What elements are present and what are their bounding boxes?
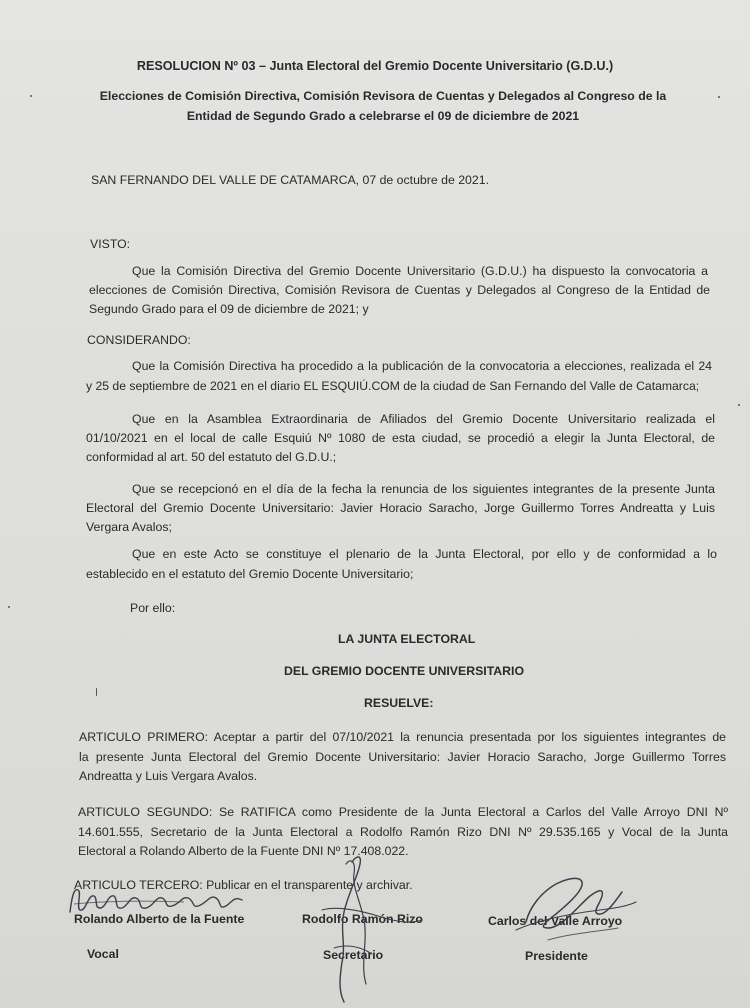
article-line: Electoral a Rolando Alberto de la Fuente DNI Nº 17.408.022. — [78, 844, 409, 858]
handwritten-signature-vocal — [64, 882, 254, 922]
paragraph-line: establecido en el estatuto del Gremio Docente Universitario; — [86, 567, 414, 581]
paragraph-line: Que en este Acto se constituye el plenario de la Junta Electoral, por ello y de conformidad a lo — [132, 547, 717, 561]
paragraph-line: Que se recepcionó en el día de la fecha la renuncia de los siguientes integrantes de la presente Junta — [132, 482, 715, 496]
signer-name-vocal: Rolando Alberto de la Fuente — [74, 912, 245, 926]
signer-name-secretario: Rodolfo Ramón Rizo — [302, 912, 423, 926]
document-subtitle-line: Elecciones de Comisión Directiva, Comisión Revisora de Cuentas y Delegados al Congreso de la — [99, 89, 667, 103]
article-line: ARTICULO PRIMERO: Aceptar a partir del 07/10/2021 la renuncia presentada por los siguientes integrantes de — [79, 730, 726, 744]
paragraph-line: y 25 de septiembre de 2021 en el diario EL ESQUIÚ.COM de la ciudad de San Fernando del Valle de Catamarca; — [86, 379, 700, 393]
article-line: la presente Junta Electoral del Gremio Docente Universitario: Javier Horacio Saracho, Jorge Guillermo Torres — [79, 750, 726, 764]
place-and-date: SAN FERNANDO DEL VALLE DE CATAMARCA, 07 de octubre de 2021. — [91, 173, 489, 187]
paragraph-line: Que la Comisión Directiva ha procedido a la publicación de la convocatoria a elecciones, realizada el 24 — [132, 359, 712, 373]
paragraph-line: Electoral del Gremio Docente Universitario: Javier Horacio Saracho, Jorge Guillermo Torres Andreatta y Luis — [86, 501, 715, 515]
scan-speck — [8, 606, 10, 608]
signer-name-presidente: Carlos del Valle Arroyo — [488, 914, 623, 928]
resuelve-heading: RESUELVE: — [364, 696, 434, 710]
junta-heading-line: DEL GREMIO DOCENTE UNIVERSITARIO — [284, 664, 525, 678]
signer-role-secretario: Secretario — [323, 948, 384, 962]
considerando-heading: CONSIDERANDO: — [87, 333, 191, 347]
paragraph-line: Que la Comisión Directiva del Gremio Docente Universitario (G.D.U.) ha dispuesto la convocatoria a — [132, 264, 708, 278]
article-line: Andreatta y Luis Vergara Avalos. — [79, 769, 258, 783]
paragraph-line: conformidad al art. 50 del estatuto del G.D.U.; — [86, 450, 337, 464]
article-line: 14.601.555, Secretario de la Junta Electoral a Rodolfo Ramón Rizo DNI Nº 29.535.165 y Vocal de la Junta — [78, 825, 728, 839]
handwritten-signature-secretario — [300, 850, 430, 1008]
paragraph-line: Segundo Grado para el 09 de diciembre de 2021; y — [89, 302, 369, 316]
handwritten-signature-presidente — [508, 870, 640, 946]
paragraph-line: Que en la Asamblea Extraordinaria de Afiliados del Gremio Docente Universitario realizada el — [132, 412, 715, 426]
paragraph-line: elecciones de Comisión Directiva, Comisión Revisora de Cuentas y Delegados al Congreso de la Entidad de — [89, 283, 710, 297]
article-line: ARTICULO TERCERO: Publicar en el transparente y archivar. — [74, 878, 413, 892]
junta-heading-line: LA JUNTA ELECTORAL — [338, 632, 476, 646]
paragraph-line: Vergara Avalos; — [86, 520, 172, 534]
signer-role-vocal: Vocal — [87, 947, 119, 961]
signer-role-presidente: Presidente — [525, 949, 588, 963]
scan-speck — [96, 688, 97, 696]
por-ello: Por ello: — [130, 601, 176, 615]
paragraph-line: 01/10/2021 en el local de calle Esquiú Nº 1080 de esta ciudad, se procedió a elegir la Junta Electoral, de — [86, 431, 715, 445]
document-subtitle-line: Entidad de Segundo Grado a celebrarse el 09 de diciembre de 2021 — [186, 109, 580, 123]
document-title: RESOLUCION Nº 03 – Junta Electoral del Gremio Docente Universitario (G.D.U.) — [136, 59, 614, 73]
scan-speck — [738, 404, 740, 406]
visto-heading: VISTO: — [90, 237, 131, 251]
article-line: ARTICULO SEGUNDO: Se RATIFICA como Presidente de la Junta Electoral a Carlos del Valle Arroyo DNI Nº — [78, 805, 728, 819]
